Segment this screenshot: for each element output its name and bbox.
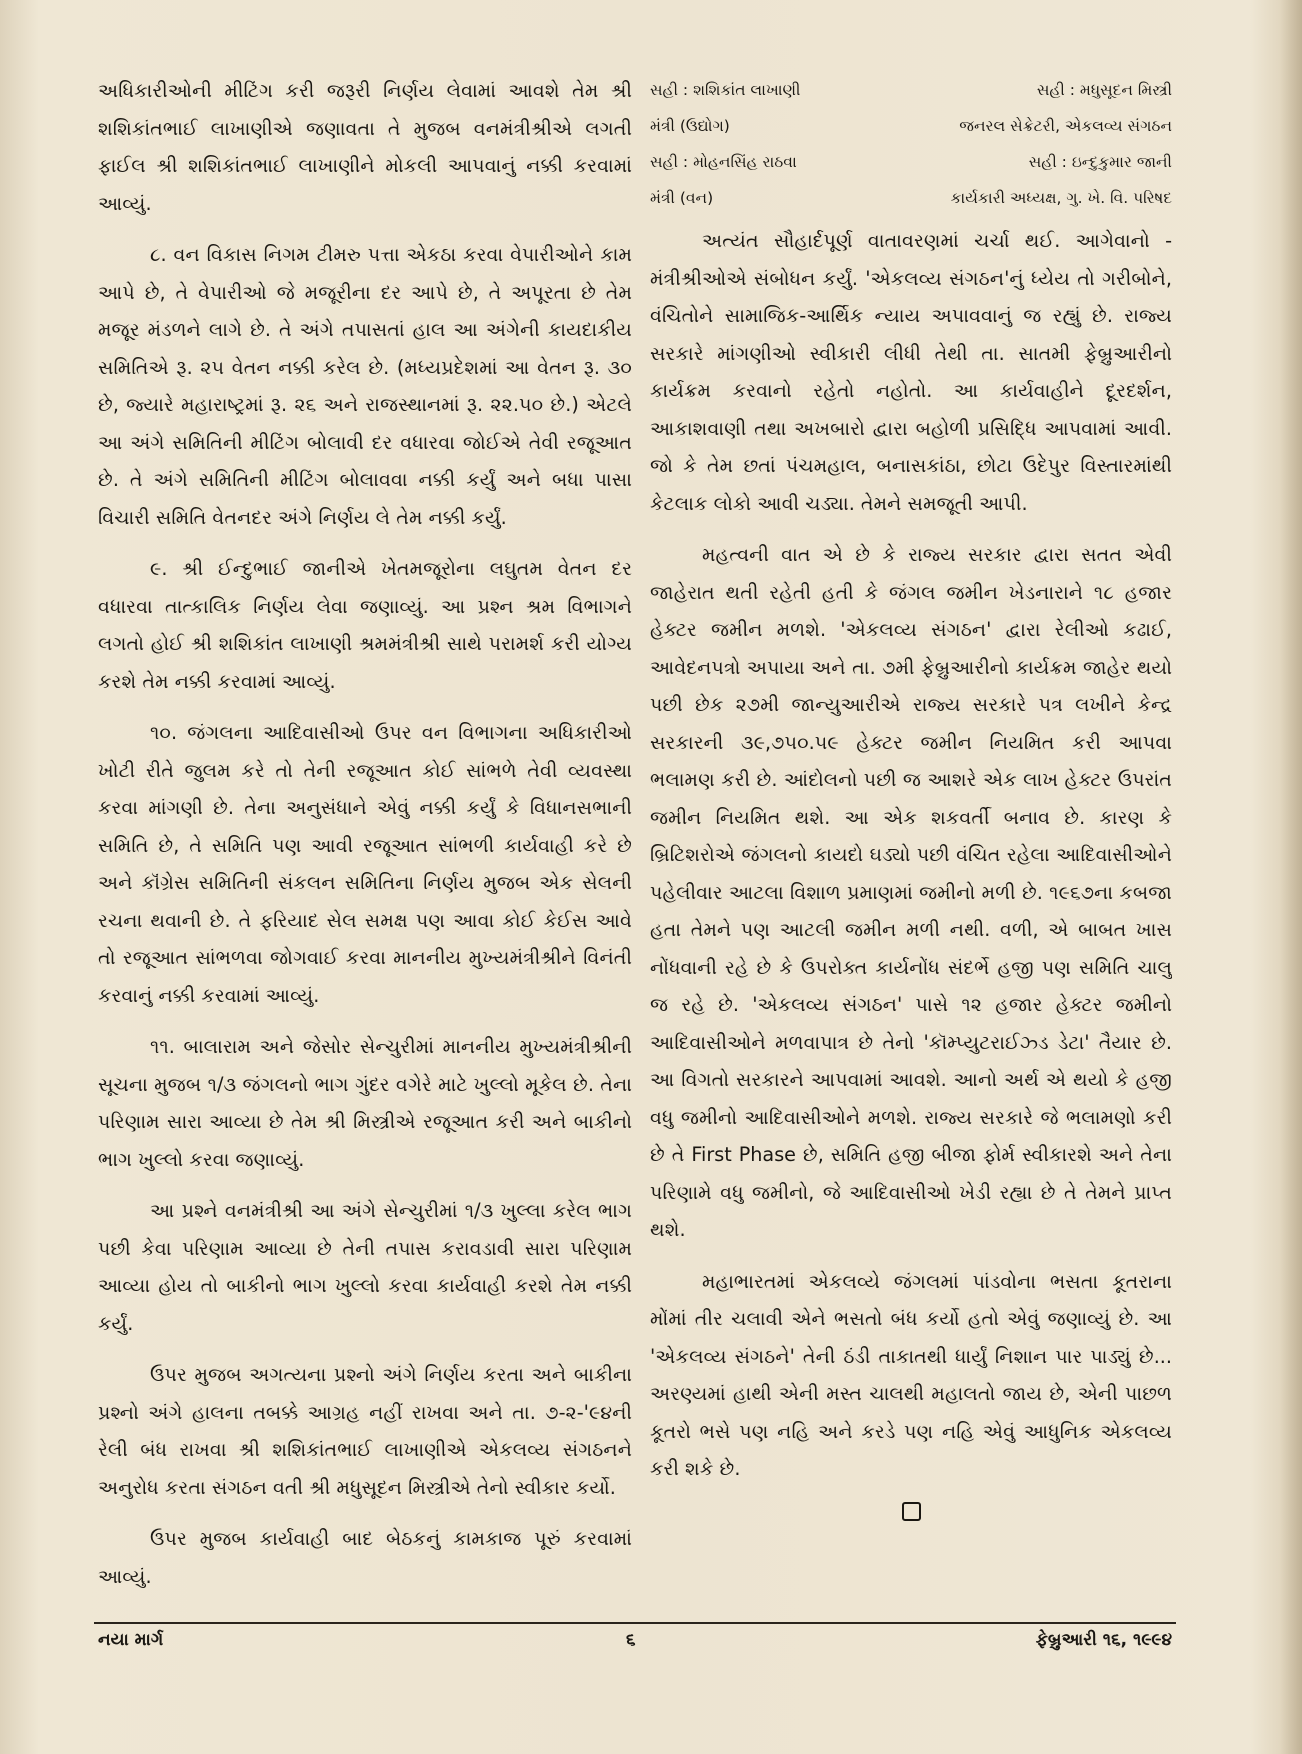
signature-row	[650, 144, 1172, 180]
designation-rathwa: મંત્રી (વન)	[650, 188, 714, 207]
right-paragraph-1: અત્યંત સૌહાર્દપૂર્ણ વાતાવરણમાં ચર્ચા થઈ. આગેવાનો - મંત્રીશ્રીઓએ સંબોધન કર્યું. 'એકલવ્ય સંગઠન'નું ધ્યેય તો ગરીબોને, વંચિતોને સામાજિક-આર્થિક ન્યાય અપાવવાનું જ રહ્યું છે. રાજ્ય સરકારે માંગણીઓ સ્વીકારી લીધી તેથી તા. સાતમી ફેબ્રુઆરીનો કાર્યક્રમ કરવાનો રહેતો નહોતો. આ કાર્યવાહીને દૂરદર્શન, આકાશવાણી તથા અખબારો દ્વારા બહોળી પ્રસિદ્ધિ આપવામાં આવી. જો કે તેમ છતાં પંચમહાલ, બનાસકાંઠા, છોટા ઉદેપુર વિસ્તારમાંથી કેટલાક લોકો આવી ચડ્યા. તેમને સમજૂતી આપી.	[650, 229, 1172, 515]
end-of-article-mark	[650, 1502, 1172, 1525]
left-paragraph-8: ઉપર મુજબ કાર્યવાહી બાદ બેઠકનું કામકાજ પૂરું કરવામાં આવ્યું.	[98, 1527, 632, 1588]
left-paragraph-3: ૯. શ્રી ઈન્દુભાઈ જાનીએ ખેતમજૂરોના લઘુતમ વેતન દર વધારવા તાત્કાલિક નિર્ણય લેવા જણાવ્યું. આ પ્રશ્ન શ્રમ વિભાગને લગતો હોઈ શ્રી શશિકાંત લાખાણી શ્રમમંત્રીશ્રી સાથે પરામર્શ કરી યોગ્ય કરશે તેમ નક્કી કરવામાં આવ્યું.	[98, 557, 632, 693]
designation-lakhani: મંત્રી (ઉદ્યોગ)	[650, 116, 730, 135]
left-column	[98, 72, 632, 1592]
signature-row	[650, 72, 1172, 108]
left-paragraph-2: ૮. વન વિકાસ નિગમ ટીમરુ પત્તા એકઠા કરવા વેપારીઓને કામ આપે છે, તે વેપારીઓ જે મજૂરીના દર આપે છે, તે અપૂરતા છે તેમ મજૂર મંડળને લાગે છે. તે અંગે તપાસતાં હાલ આ અંગેની કાયદાકીય સમિતિએ રૂ. ૨૫ વેતન નક્કી કરેલ છે. (મધ્યપ્રદેશમાં આ વેતન રૂ. ૩૦ છે, જ્યારે મહારાષ્ટ્રમાં રૂ. ૨૬ અને રાજસ્થાનમાં રૂ. ૨૨.૫૦ છે.) એટલે આ અંગે સમિતિની મીટિંગ બોલાવી દર વધારવા જોઈએ તેવી રજૂઆત છે. તે અંગે સમિતિની મીટિંગ બોલાવવા નક્કી કર્યું અને બધા પાસા વિચારી સમિતિ વેતનદર અંગે નિર્ણય લે તેમ નક્કી કર્યું.	[98, 243, 632, 529]
left-paragraph-5: ૧૧. બાલારામ અને જેસોર સેન્ચુરીમાં માનનીય મુખ્યમંત્રીશ્રીની સૂચના મુજબ ૧/૩ જંગલનો ભાગ ગુંદર વગેરે માટે ખુલ્લો મૂકેલ છે. તેના પરિણામ સારા આવ્યા છે તેમ શ્રી મિસ્ત્રીએ રજૂઆત કરી અને બાકીનો ભાગ ખુલ્લો કરવા જણાવ્યું.	[98, 1035, 632, 1171]
left-paragraph-4: ૧૦. જંગલના આદિવાસીઓ ઉપર વન વિભાગના અધિકારીઓ ખોટી રીતે જુલમ કરે તો તેની રજૂઆત કોઈ સાંભળે તેવી વ્યવસ્થા કરવા માંગણી છે. તેના અનુસંધાને એવું નક્કી કર્યું કે વિધાનસભાની સમિતિ છે, તે સમિતિ પણ આવી રજૂઆત સાંભળી કાર્યવાહી કરે છે અને કૉંગ્રેસ સમિતિની સંકલન સમિતિના નિર્ણય મુજબ એક સેલની રચના થવાની છે. તે ફરિયાદ સેલ સમક્ષ પણ આવા કોઈ કેઈસ આવે તો રજૂઆત સાંભળવા જોગવાઈ કરવા માનનીય મુખ્યમંત્રીશ્રીને વિનંતી કરવાનું નક્કી કરવામાં આવ્યું.	[98, 721, 632, 1007]
footer-rule	[94, 1622, 1176, 1624]
signature-row	[650, 108, 1172, 144]
page-footer	[98, 1630, 1172, 1660]
designation-jani: કાર્યકારી અધ્યક્ષ, ગુ. ખે. વિ. પરિષદ	[950, 188, 1172, 207]
signature-mistri: સહી : મધુસૂદન મિસ્ત્રી	[1036, 80, 1172, 99]
right-paragraph-3: મહાભારતમાં એકલવ્યે જંગલમાં પાંડવોના ભસતા કૂતરાના મોંમાં તીર ચલાવી એને ભસતો બંધ કર્યો હતો એવું જણાવ્યું છે. આ 'એકલવ્ય સંગઠને' તેની ઠંડી તાકાતથી ધાર્યું નિશાન પાર પાડ્યું છે... અરણ્યમાં હાથી એની મસ્ત ચાલથી મહાલતો જાય છે, એની પાછળ કૂતરો ભસે પણ નહિ અને કરડે પણ નહિ એવું આધુનિક એકલવ્ય કરી શકે છે.	[650, 1269, 1172, 1480]
designation-mistri: જનરલ સેક્રેટરી, એકલવ્ય સંગઠન	[959, 116, 1172, 135]
signature-jani: સહી : ઇન્દુકુમાર જાની	[1028, 152, 1172, 171]
page-edge-shadow	[1280, 0, 1302, 1754]
square-icon	[902, 1502, 921, 1521]
page-number: ૬	[626, 1630, 636, 1650]
issue-date: ફેબ્રુઆરી ૧૬, ૧૯૯૪	[1035, 1630, 1172, 1650]
signature-block	[650, 72, 1172, 216]
right-paragraph-2: મહત્વની વાત એ છે કે રાજ્ય સરકાર દ્વારા સતત એવી જાહેરાત થતી રહેતી હતી કે જંગલ જમીન ખેડનારાને ૧૮ હજાર હેક્ટર જમીન મળશે. 'એકલવ્ય સંગઠન' દ્વારા રેલીઓ કઢાઈ, આવેદનપત્રો અપાયા અને તા. ૭મી ફેબ્રુઆરીનો કાર્યક્રમ જાહેર થયો પછી છેક ૨૭મી જાન્યુઆરીએ રાજ્ય સરકારે પત્ર લખીને કેન્દ્ર સરકારની ૩૯,૭૫૦.૫૯ હેક્ટર જમીન નિયમિત કરી આપવા ભલામણ કરી છે. આંદોલનો પછી જ આશરે એક લાખ હેક્ટર ઉપરાંત જમીન નિયમિત થશે. આ એક શકવર્તી બનાવ છે. કારણ કે બ્રિટિશરોએ જંગલનો કાયદો ઘડ્યો પછી વંચિત રહેલા આદિવાસીઓને પહેલીવાર આટલા વિશાળ પ્રમાણમાં જમીનો મળી છે. ૧૯૬૭ના કબજા હતા તેમને પણ આટલી જમીન મળી નથી. વળી, એ બાબત ખાસ નોંધવાની રહે છે કે ઉપરોક્ત કાર્યનોંધ સંદર્ભે હજી પણ સમિતિ ચાલુ જ રહે છે. 'એકલવ્ય સંગઠન' પાસે ૧૨ હજાર હેક્ટર જમીનો આદિવાસીઓને મળવાપાત્ર છે તેનો 'કૉમ્પ્યુટરાઈઝ્ડ ડેટા' તૈયાર છે. આ વિગતો સરકારને આપવામાં આવશે. આનો અર્થ એ થયો કે હજી વધુ જમીનો આદિવાસીઓને મળશે. રાજ્ય સરકારે જે ભલામણો કરી છે તે First Phase છે, સમિતિ હજી બીજા ફોર્મ સ્વીકારશે અને તેના પરિણામે વધુ જમીનો, જે આદિવાસીઓ ખેડી રહ્યા છે તે તેમને પ્રાપ્ત થશે.	[650, 543, 1172, 1241]
signature-rathwa: સહી : મોહનસિંહ રાઠવા	[650, 152, 797, 171]
publication-name: નયા માર્ગ	[98, 1630, 164, 1650]
left-paragraph-7: ઉપર મુજબ અગત્યના પ્રશ્નો અંગે નિર્ણય કરતા અને બાકીના પ્રશ્નો અંગે હાલના તબક્કે આગ્રહ નહીં રાખવા અને તા. ૭-૨-'૯૪ની રેલી બંધ રાખવા શ્રી શશિકાંતભાઈ લાખાણીએ એકલવ્ય સંગઠનને અનુરોધ કરતા સંગઠન વતી શ્રી મધુસૂદન મિસ્ત્રીએ તેનો સ્વીકાર કર્યો.	[98, 1363, 632, 1499]
left-paragraph-6: આ પ્રશ્ને વનમંત્રીશ્રી આ અંગે સેન્ચુરીમાં ૧/૩ ખુલ્લા કરેલ ભાગ પછી કેવા પરિણામ આવ્યા છે તેની તપાસ કરાવડાવી સારા પરિણામ આવ્યા હોય તો બાકીનો ભાગ ખુલ્લો કરવા કાર્યવાહી કરશે તેમ નક્કી કર્યું.	[98, 1199, 632, 1335]
signature-lakhani: સહી : શશિકાંત લાખાણી	[650, 80, 801, 99]
left-paragraph-1: અધિકારીઓની મીટિંગ કરી જરૂરી નિર્ણય લેવામાં આવશે તેમ શ્રી શશિકાંતભાઈ લાખાણીએ જણાવતા તે મુજબ વનમંત્રીશ્રીએ લગતી ફાઈલ શ્રી શશિકાંતભાઈ લાખાણીને મોકલી આપવાનું નક્કી કરવામાં આવ્યું.	[98, 79, 632, 215]
signature-row	[650, 180, 1172, 216]
right-column	[650, 72, 1172, 1620]
